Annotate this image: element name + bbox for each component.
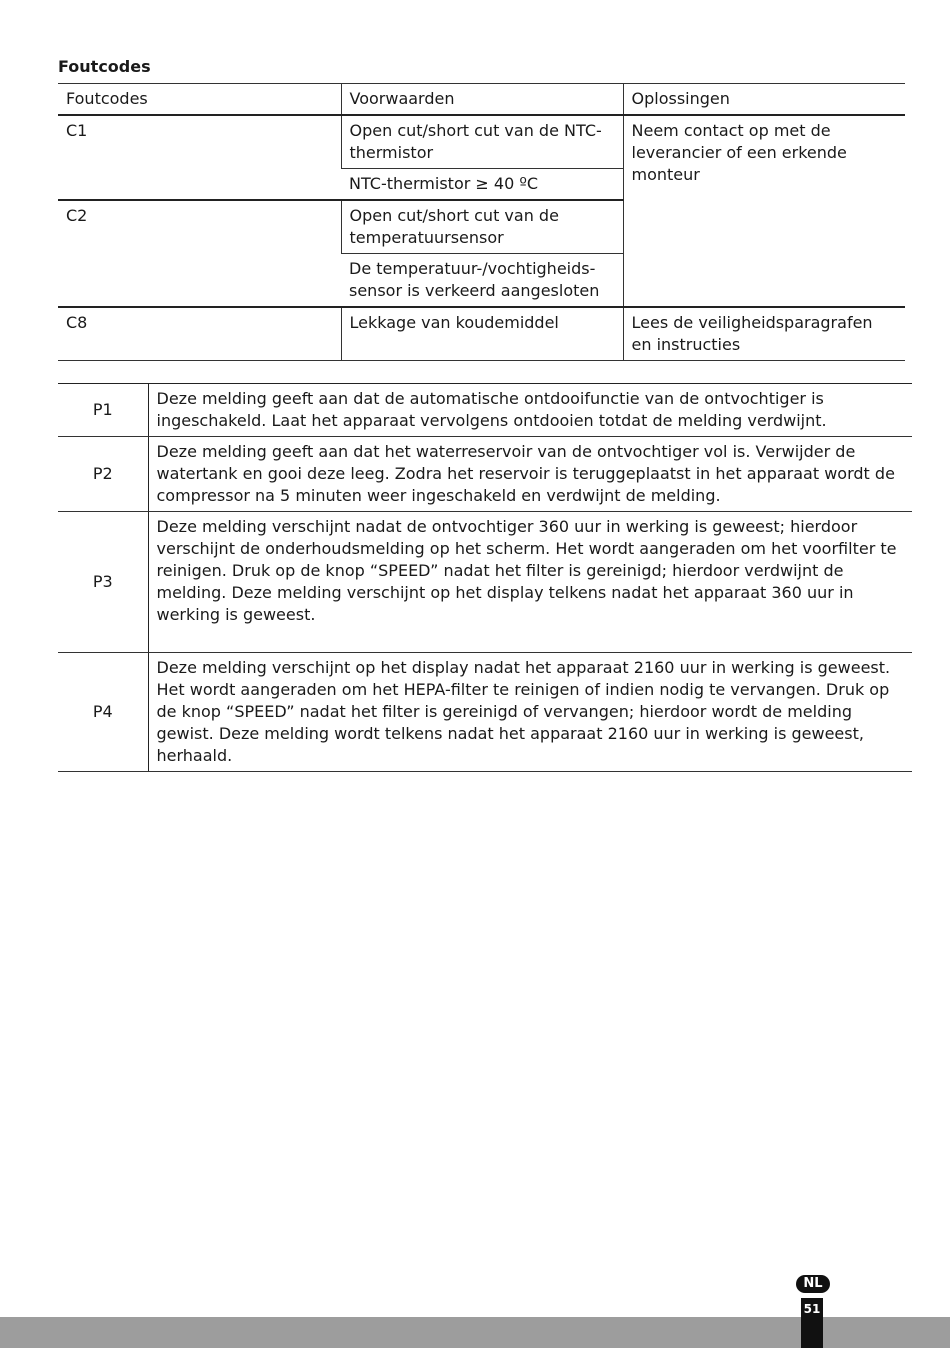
table-row [58, 512, 912, 653]
error-code-cell: C1 [58, 115, 341, 200]
condition-cell: Lekkage van koudemiddel [341, 307, 623, 361]
table-row [58, 115, 905, 169]
message-description-cell: Deze melding verschijnt op het display nadat het apparaat 2160 uur in werking is geweest. Het wordt aangeraden om het HEPA-filter te reinigen of indien nodig te vervangen. Druk op de knop “SPEED” nadat het filter is gereinigd of vervangen; hierdoor wordt de melding gewist. Deze melding wordt telkens nadat het apparaat 2160 uur in werking is geweest, herhaald. [148, 653, 912, 772]
message-table [58, 383, 912, 772]
table-row [58, 437, 912, 512]
message-description-cell: Deze melding geeft aan dat het waterreservoir van de ontvochtiger vol is. Verwijder de watertank en gooi deze leeg. Zodra het reservoir is teruggeplaatst in het apparaat wordt de compressor na 5 minuten weer ingeschakeld en verdwijnt de melding. [148, 437, 912, 512]
language-badge: NL [796, 1275, 830, 1293]
message-code-cell: P3 [58, 512, 148, 653]
message-code-cell: P1 [58, 384, 148, 437]
message-description-cell: Deze melding verschijnt nadat de ontvochtiger 360 uur in werking is geweest; hierdoor verschijnt de onderhoudsmelding op het scherm. Het wordt aangeraden om het voorfilter te reinigen. Druk op de knop “SPEED” nadat het filter is gereinigd; hierdoor verdwijnt de melding. Deze melding verschijnt op het display telkens nadat het apparaat 360 uur in werking is geweest. [148, 512, 912, 653]
message-code-cell: P4 [58, 653, 148, 772]
page-number: 51 [801, 1298, 823, 1348]
condition-cell: De temperatuur-/vochtigheids-sensor is verkeerd aangesloten [341, 254, 623, 308]
header-voorwaarden: Voorwaarden [341, 84, 623, 116]
error-code-table [58, 83, 905, 361]
solution-cell: Neem contact op met de leverancier of een erkende monteur [623, 115, 905, 307]
section-title: Foutcodes [58, 57, 151, 76]
message-code-cell: P2 [58, 437, 148, 512]
condition-cell: Open cut/short cut van de NTC-thermistor [341, 115, 623, 169]
error-code-cell: C8 [58, 307, 341, 361]
header-oplossingen: Oplossingen [623, 84, 905, 116]
condition-cell: NTC-thermistor ≥ 40 ºC [341, 169, 623, 201]
table-row [58, 384, 912, 437]
solution-cell: Lees de veiligheidsparagrafen en instructies [623, 307, 905, 361]
table-row [58, 307, 905, 361]
table-row [58, 653, 912, 772]
header-foutcodes: Foutcodes [58, 84, 341, 116]
error-code-cell: C2 [58, 200, 341, 307]
table-header-row [58, 84, 905, 116]
message-description-cell: Deze melding geeft aan dat de automatische ontdooifunctie van de ontvochtiger is ingeschakeld. Laat het apparaat vervolgens ontdooien totdat de melding verdwijnt. [148, 384, 912, 437]
condition-cell: Open cut/short cut van de temperatuursensor [341, 200, 623, 254]
